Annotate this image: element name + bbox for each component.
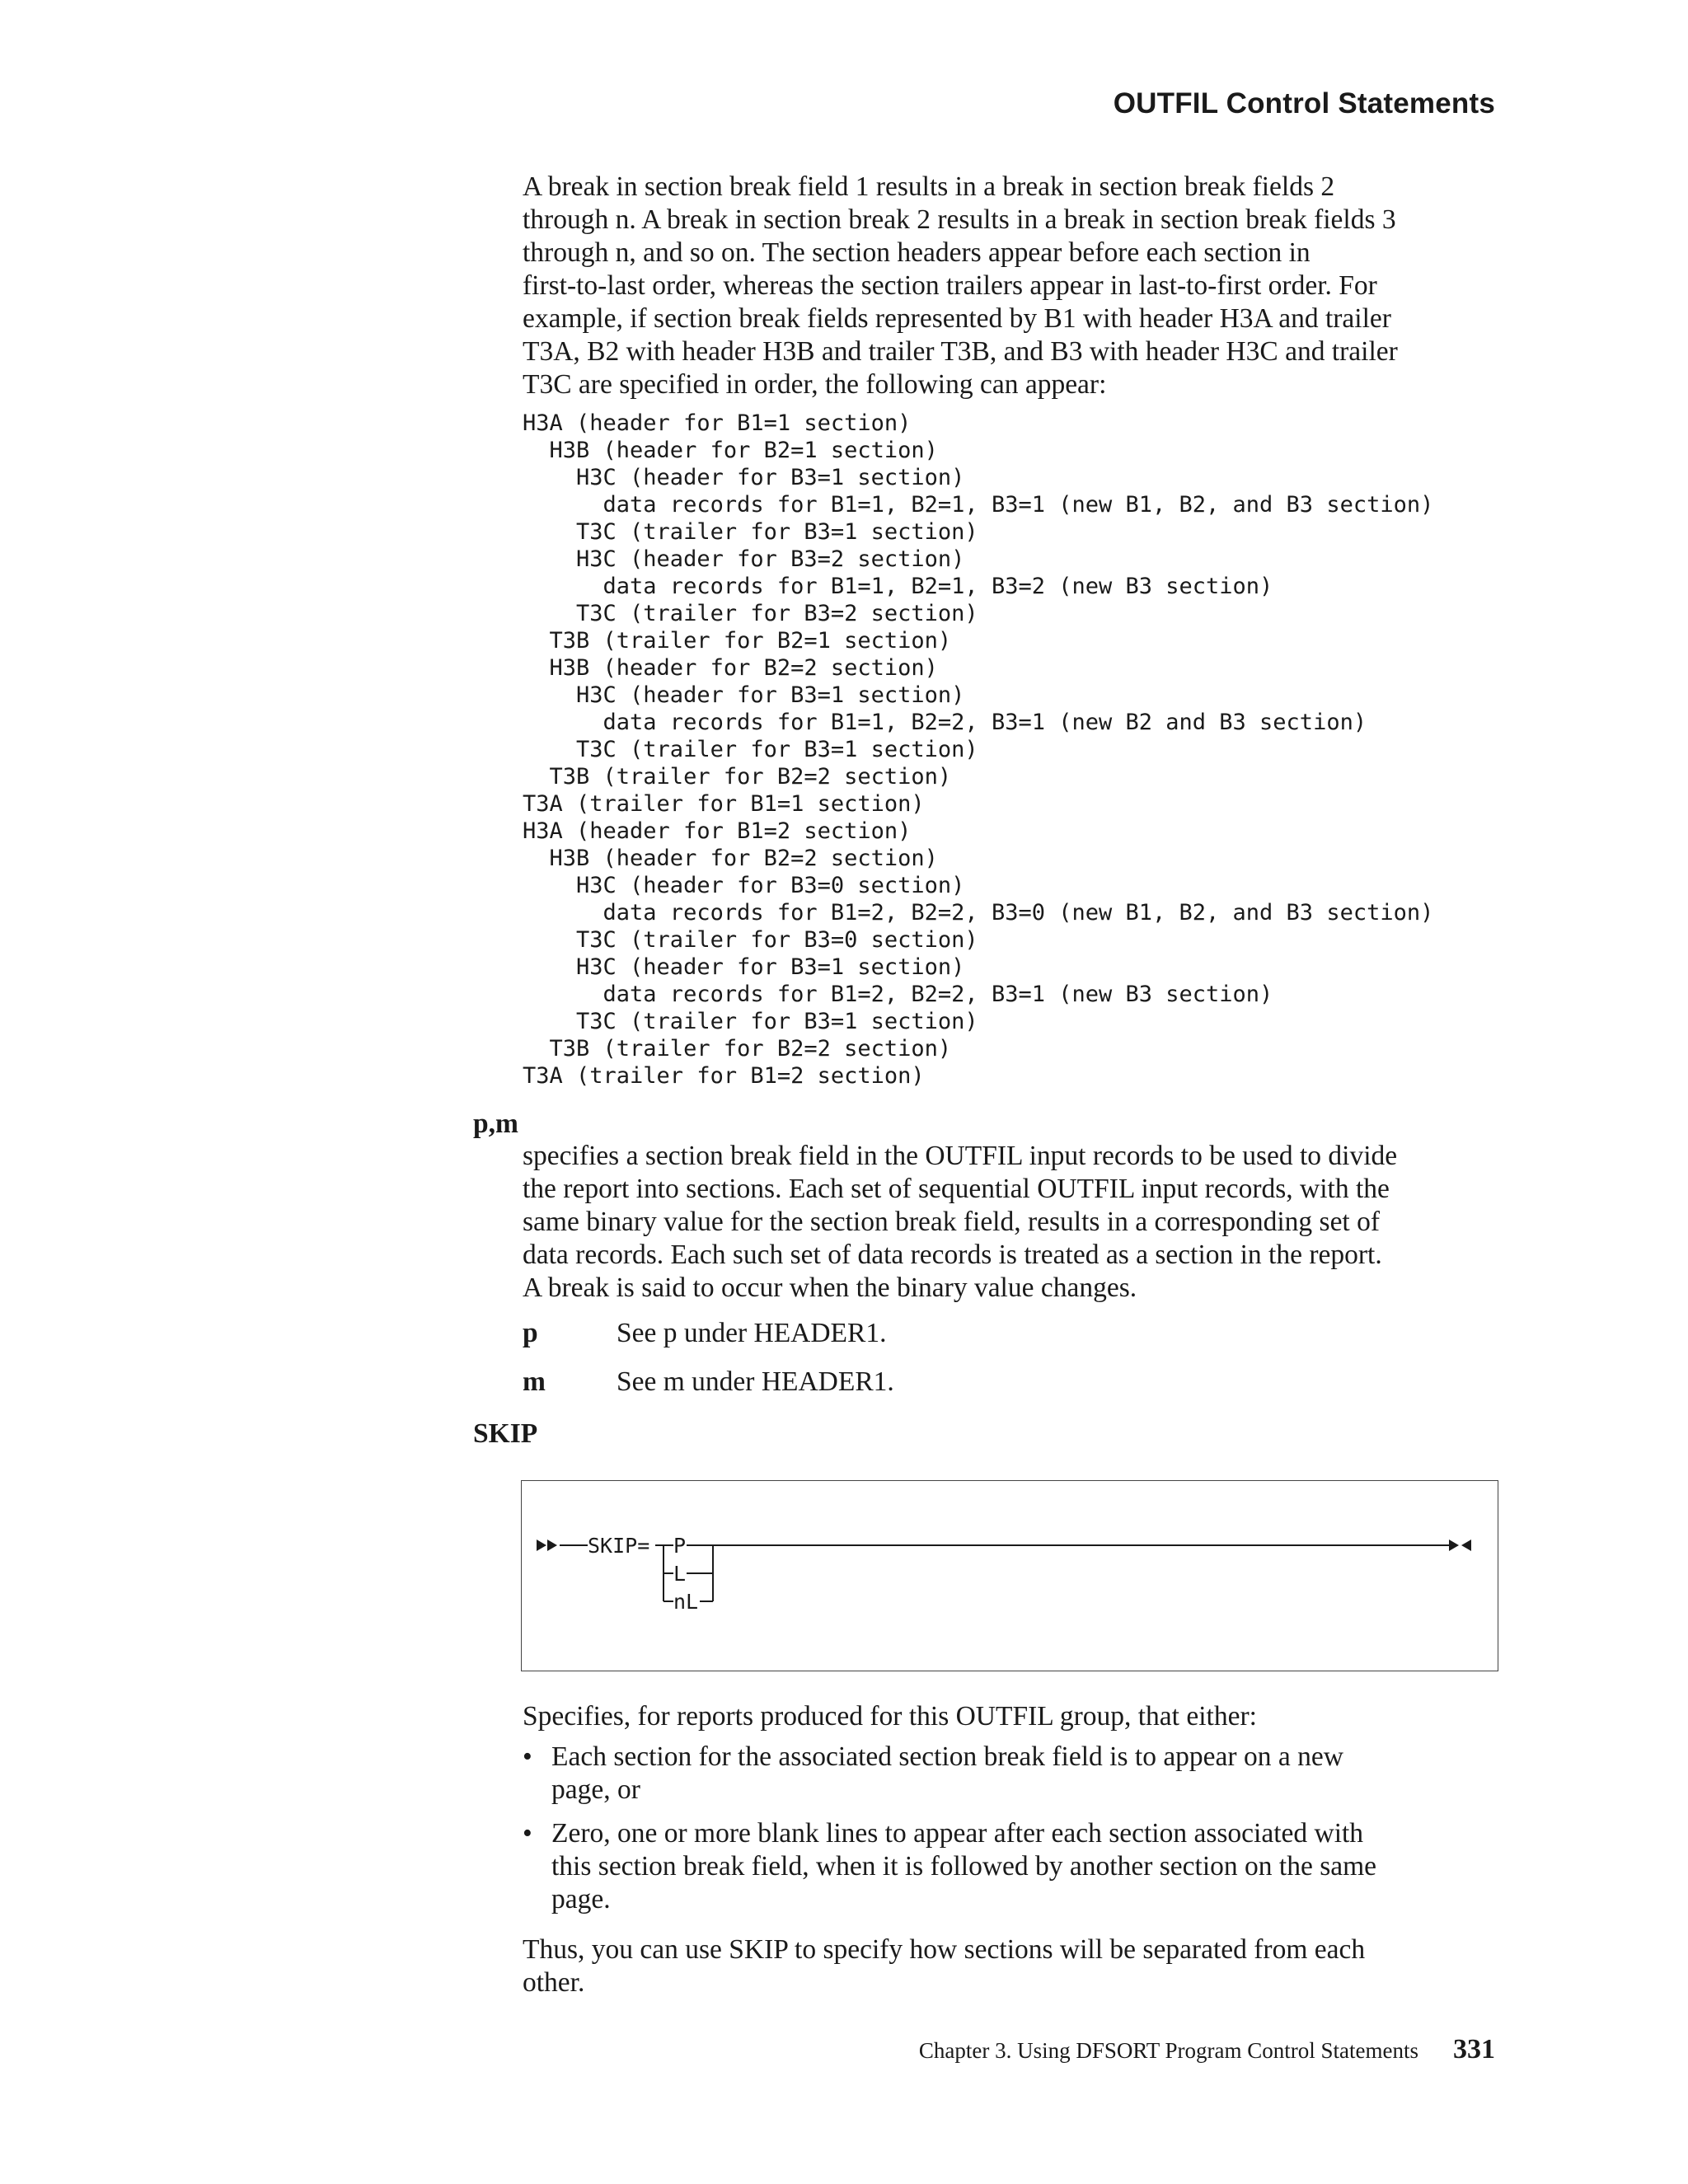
- example-line: T3C (trailer for B3=1 section): [523, 737, 978, 762]
- p-description: See p under HEADER1.: [617, 1318, 887, 1348]
- syntax-option-nl: nL: [673, 1590, 699, 1614]
- intro-line: example, if section break fields represented by B1 with header H3A and trailer: [523, 303, 1391, 334]
- skip-closing-paragraph: [523, 1933, 1503, 1999]
- example-line: data records for B1=2, B2=2, B3=0 (new B1, B2, and B3 section): [523, 900, 1434, 926]
- syntax-option-l: L: [673, 1562, 687, 1586]
- intro-line: through n, and so on. The section headers appear before each section in: [523, 237, 1311, 268]
- skip-syntax-diagram: [521, 1480, 1498, 1671]
- example-line: T3B (trailer for B2=2 section): [523, 764, 952, 790]
- bullet-line: this section break field, when it is followed by another section on the same: [551, 1851, 1377, 1882]
- example-line: H3C (header for B3=0 section): [523, 873, 965, 898]
- intro-line: first-to-last order, whereas the section trailers appear in last-to-first order. For: [523, 270, 1377, 301]
- example-line: H3A (header for B1=2 section): [523, 818, 912, 844]
- intro-line: T3C are specified in order, the following can appear:: [523, 369, 1107, 400]
- pm-line: the report into sections. Each set of sequential OUTFIL input records, with the: [523, 1174, 1390, 1204]
- list-item: [523, 1741, 1503, 1807]
- m-description: See m under HEADER1.: [617, 1366, 894, 1397]
- bullet-line: Each section for the associated section break field is to appear on a new: [551, 1741, 1343, 1772]
- m-term: m: [523, 1366, 546, 1397]
- bullet-line: page, or: [551, 1774, 640, 1805]
- section-example-listing: [523, 410, 1433, 1090]
- footer-chapter-title: Chapter 3. Using DFSORT Program Control Statements: [918, 2038, 1418, 2063]
- example-line: H3C (header for B3=2 section): [523, 546, 965, 572]
- bullet-line: Zero, one or more blank lines to appear after each section associated with: [551, 1818, 1364, 1849]
- example-line: H3B (header for B2=2 section): [523, 655, 938, 681]
- example-line: H3A (header for B1=1 section): [523, 410, 912, 436]
- bullet-icon: •: [523, 1818, 532, 1849]
- example-line: T3C (trailer for B3=1 section): [523, 1009, 978, 1034]
- page-footer: [919, 2034, 1495, 2065]
- example-line: data records for B1=1, B2=1, B3=2 (new B3 section): [523, 574, 1273, 599]
- example-line: H3C (header for B3=1 section): [523, 682, 965, 708]
- list-item: [523, 1817, 1503, 1916]
- bullet-line: page.: [551, 1884, 611, 1915]
- pm-description: [523, 1140, 1503, 1305]
- pm-term: p,m: [473, 1108, 518, 1139]
- example-line: T3A (trailer for B1=2 section): [523, 1063, 925, 1089]
- syntax-railroad: [522, 1481, 1499, 1672]
- intro-line: A break in section break field 1 results in a break in section break fields 2: [523, 171, 1335, 202]
- skip-term: SKIP: [473, 1418, 538, 1449]
- end-arrow-icon: [1461, 1540, 1471, 1551]
- example-line: data records for B1=1, B2=2, B3=1 (new B2 and B3 section): [523, 710, 1367, 735]
- example-line: H3C (header for B3=1 section): [523, 954, 965, 980]
- syntax-keyword: SKIP=: [588, 1534, 650, 1558]
- syntax-option-p: P: [673, 1534, 687, 1558]
- example-line: T3C (trailer for B3=0 section): [523, 927, 978, 953]
- start-arrow-icon: [547, 1540, 557, 1551]
- closing-line: other.: [523, 1967, 585, 1998]
- start-arrow-icon: [537, 1540, 546, 1551]
- p-term: p: [523, 1318, 538, 1348]
- skip-intro: Specifies, for reports produced for this OUTFIL group, that either:: [523, 1701, 1257, 1732]
- running-header: OUTFIL Control Statements: [1113, 87, 1495, 120]
- example-line: data records for B1=2, B2=2, B3=1 (new B3 section): [523, 982, 1273, 1007]
- end-arrow-icon: [1449, 1540, 1459, 1551]
- example-line: T3B (trailer for B2=1 section): [523, 628, 952, 654]
- example-line: T3C (trailer for B3=2 section): [523, 601, 978, 626]
- pm-line: specifies a section break field in the OUTFIL input records to be used to divide: [523, 1141, 1398, 1171]
- example-line: T3C (trailer for B3=1 section): [523, 519, 978, 545]
- pm-line: A break is said to occur when the binary value changes.: [523, 1272, 1137, 1303]
- example-line: data records for B1=1, B2=1, B3=1 (new B1, B2, and B3 section): [523, 492, 1434, 518]
- bullet-icon: •: [523, 1741, 532, 1772]
- closing-line: Thus, you can use SKIP to specify how sections will be separated from each: [523, 1934, 1366, 1965]
- intro-line: through n. A break in section break 2 results in a break in section break fields 3: [523, 204, 1396, 235]
- intro-line: T3A, B2 with header H3B and trailer T3B, and B3 with header H3C and trailer: [523, 336, 1398, 367]
- pm-line: same binary value for the section break field, results in a corresponding set of: [523, 1207, 1381, 1237]
- example-line: H3B (header for B2=1 section): [523, 438, 938, 463]
- example-line: H3C (header for B3=1 section): [523, 465, 965, 490]
- pm-line: data records. Each such set of data records is treated as a section in the report.: [523, 1240, 1382, 1270]
- example-line: T3B (trailer for B2=2 section): [523, 1036, 952, 1062]
- intro-paragraph: [523, 171, 1503, 401]
- page-number: 331: [1453, 2034, 1495, 2064]
- example-line: T3A (trailer for B1=1 section): [523, 791, 925, 817]
- example-line: H3B (header for B2=2 section): [523, 846, 938, 871]
- skip-bullet-list: [523, 1741, 1503, 1927]
